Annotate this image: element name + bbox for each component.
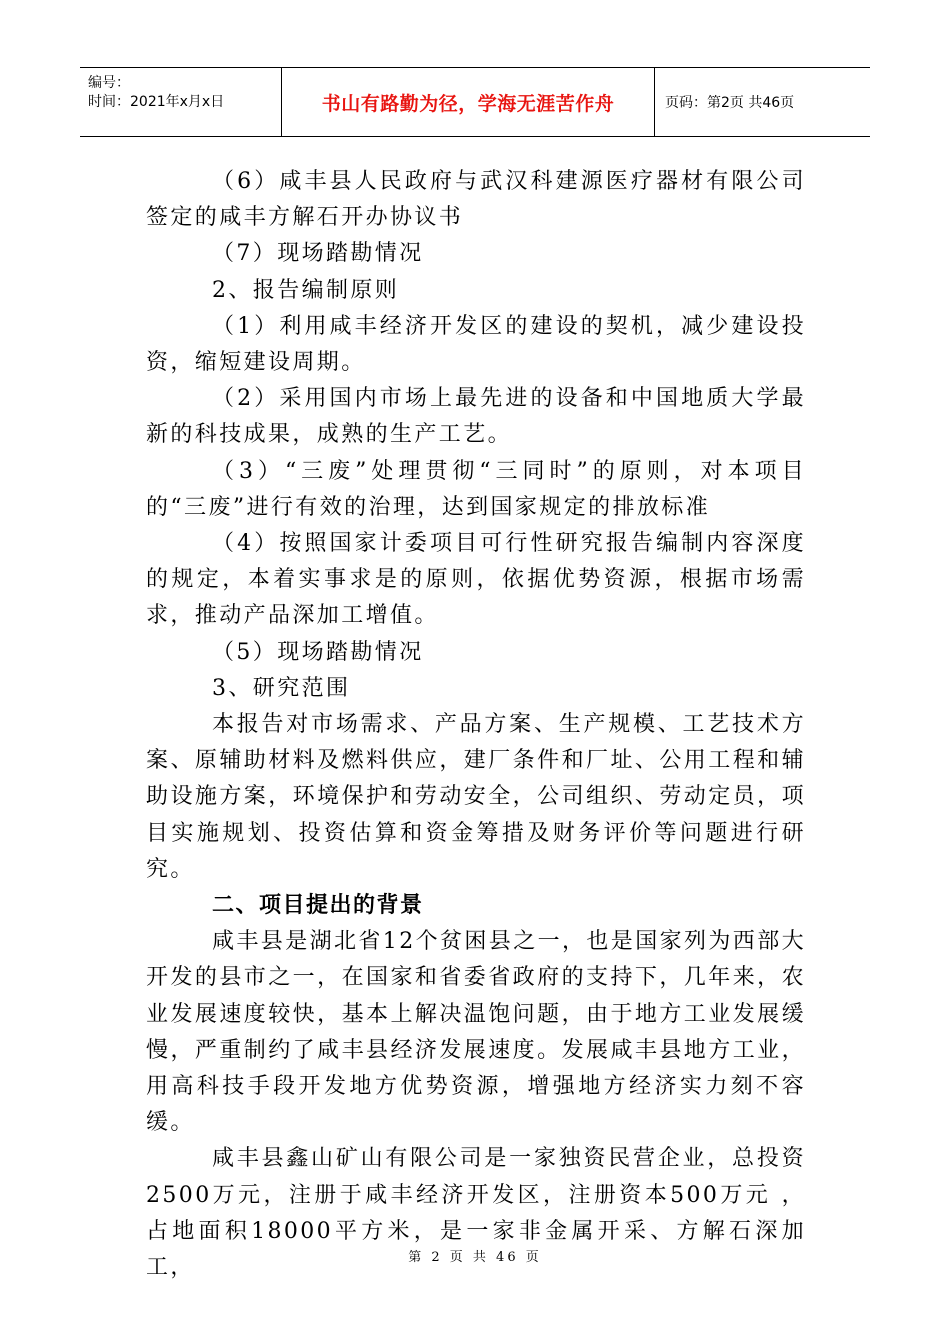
page-header: [80, 67, 870, 137]
subsection-heading: 3、研究范围: [212, 675, 351, 701]
document-body: [146, 164, 806, 1286]
paragraph: （1）利用咸丰经济开发区的建设的契机，减少建设投资，缩短建设周期。: [146, 313, 806, 376]
paragraph: （6）咸丰县人民政府与武汉科建源医疗器材有限公司签定的咸丰方解石开办协议书: [146, 169, 806, 231]
paragraph: （4）按照国家计委项目可行性研究报告编制内容深度的规定，本着实事求是的原则，依据优势资源，根据市场需求，推动产品深加工增值。: [146, 531, 806, 629]
header-page-info: 页码：第2页 共46页: [665, 95, 795, 111]
paragraph: （2）采用国内市场上最先进的设备和中国地质大学最新的科技成果，成熟的生产工艺。: [146, 386, 806, 448]
paragraph: （5）现场踏勘情况: [212, 639, 424, 665]
paragraph: （3）“三废”处理贯彻“三同时”的原则，对本项目的“三废”进行有效的治理，达到国家规定的排放标准: [146, 458, 806, 520]
header-meta: [80, 68, 282, 136]
paragraph: 本报告对市场需求、产品方案、生产规模、工艺技术方案、原辅助材料及燃料供应，建厂条件和厂址、公用工程和辅助设施方案，环境保护和劳动安全，公司组织、劳动定员，项目实施规划、投资估算和资金筹措及财务评价等问题进行研究。: [146, 712, 806, 882]
page-footer: 第 2 页 共 46 页: [408, 1250, 542, 1265]
header-motto: 书山有路勤为径，学海无涯苦作舟: [282, 68, 655, 136]
section-heading: 二、项目提出的背景: [212, 893, 424, 919]
document-number-label: 编号：: [88, 75, 130, 91]
paragraph: 咸丰县鑫山矿山有限公司是一家独资民营企业，总投资2500万元，注册于咸丰经济开发区，注册资本500万元 ，占地面积18000平方米，是一家非金属开采、方解石深加工，: [146, 1146, 806, 1281]
document-date: 时间：2021年x月x日: [88, 94, 225, 110]
paragraph: 咸丰县是湖北省12个贫困县之一，也是国家列为西部大开发的县市之一，在国家和省委省政府的支持下，几年来，农业发展速度较快，基本上解决温饱问题，由于地方工业发展缓慢，严重制约了咸丰县经济发展速度。发展咸丰县地方工业，用高科技手段开发地方优势资源，增强地方经济实力刻不容缓。: [146, 929, 806, 1136]
paragraph: （7）现场踏勘情况: [212, 241, 424, 267]
subsection-heading: 2、报告编制原则: [212, 277, 400, 303]
